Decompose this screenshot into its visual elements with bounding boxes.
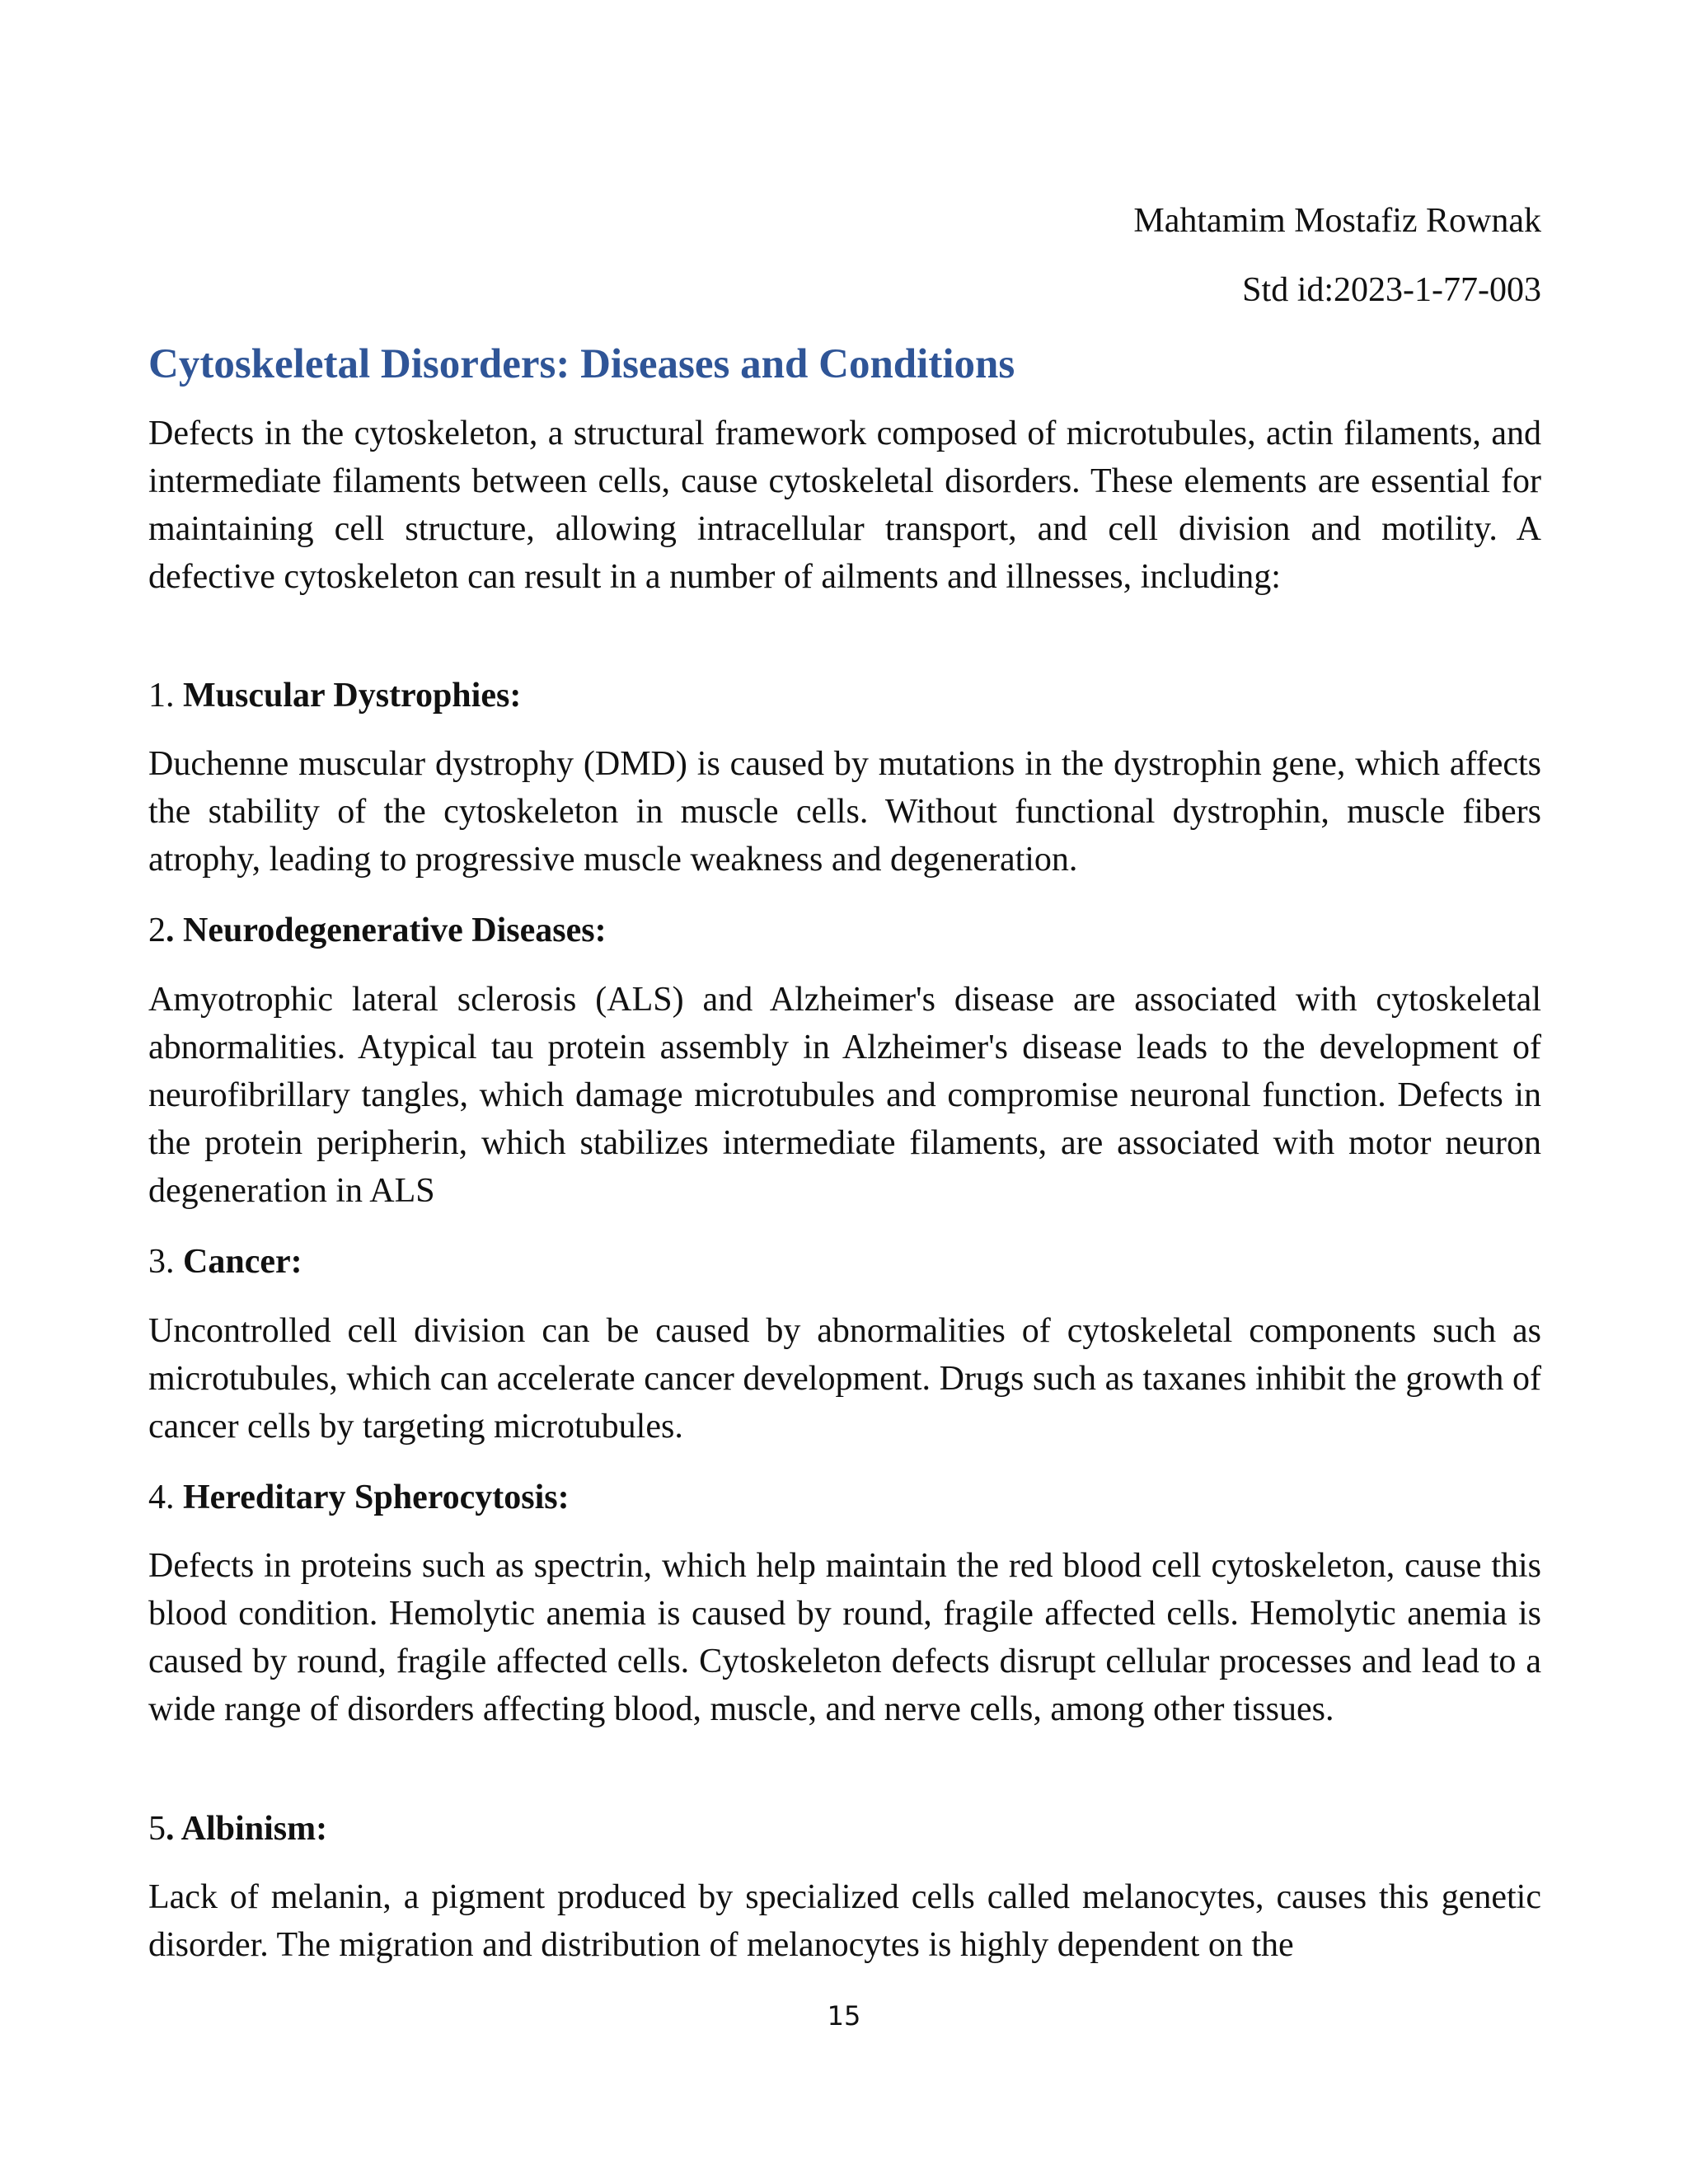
section-number: 2 [148, 912, 166, 949]
section-body-4: Defects in proteins such as spectrin, which help maintain the red blood cell cytoskeleton, cause this blood condition. Hemolytic anemia is caused by round, fragile affected cells. Hemolytic anemia is caused by round, fragile affected cells. Cytoskeleton defects disrupt cellular processes and lead to a wide range of disorders affecting blood, muscle, and nerve cells, among other tissues. [148, 1547, 1541, 1728]
page-number: 15 [827, 2000, 861, 2032]
section-number: 4. [148, 1479, 183, 1516]
section-title: Cancer: [183, 1243, 302, 1281]
section-title: Muscular Dystrophies: [183, 677, 522, 715]
section-title: . Neurodegenerative Diseases: [166, 912, 607, 949]
section-heading-2 [148, 907, 607, 954]
section-number: 1. [148, 677, 183, 715]
section-body-3: Uncontrolled cell division can be caused by abnormalities of cytoskeletal components such as microtubules, which can accelerate cancer development. Drugs such as taxanes inhibit the growth of cancer cells by targeting microtubules. [148, 1312, 1541, 1446]
section-body-1: Duchenne muscular dystrophy (DMD) is caused by mutations in the dystrophin gene, which affects the stability of the cytoskeleton in muscle cells. Without functional dystrophin, muscle fibers atrophy, leading to progressive muscle weakness and degeneration. [148, 745, 1541, 879]
section-number: 3. [148, 1243, 183, 1281]
section-title: Hereditary Spherocytosis: [183, 1479, 570, 1516]
author-name: Mahtamim Mostafiz Rownak [1133, 202, 1541, 240]
intro-paragraph: Defects in the cytoskeleton, a structural framework composed of microtubules, actin filaments, and intermediate filaments between cells, cause cytoskeletal disorders. These elements are essential for maintaining cell structure, allowing intracellular transport, and cell division and motility. A defective cytoskeleton can result in a number of ailments and illnesses, including: [148, 415, 1541, 596]
page-title: Cytoskeletal Disorders: Diseases and Conditions [148, 341, 1015, 387]
section-heading-3 [148, 1238, 302, 1286]
section-heading-4 [148, 1474, 570, 1521]
student-id: Std id:2023-1-77-003 [1242, 271, 1541, 309]
section-heading-1 [148, 672, 521, 719]
section-title: . Albinism: [166, 1810, 328, 1848]
section-body-2: Amyotrophic lateral sclerosis (ALS) and Alzheimer's disease are associated with cytoskeletal abnormalities. Atypical tau protein assembly in Alzheimer's disease leads to the development of neurofibrillary tangles, which damage microtubules and compromise neuronal function. Defects in the protein peripherin, which stabilizes intermediate filaments, are associated with motor neuron degeneration in ALS [148, 981, 1541, 1210]
section-body-5: Lack of melanin, a pigment produced by specialized cells called melanocytes, causes this genetic disorder. The migration and distribution of melanocytes is highly dependent on the [148, 1878, 1541, 1964]
section-number: 5 [148, 1810, 166, 1848]
section-heading-5 [148, 1805, 327, 1853]
